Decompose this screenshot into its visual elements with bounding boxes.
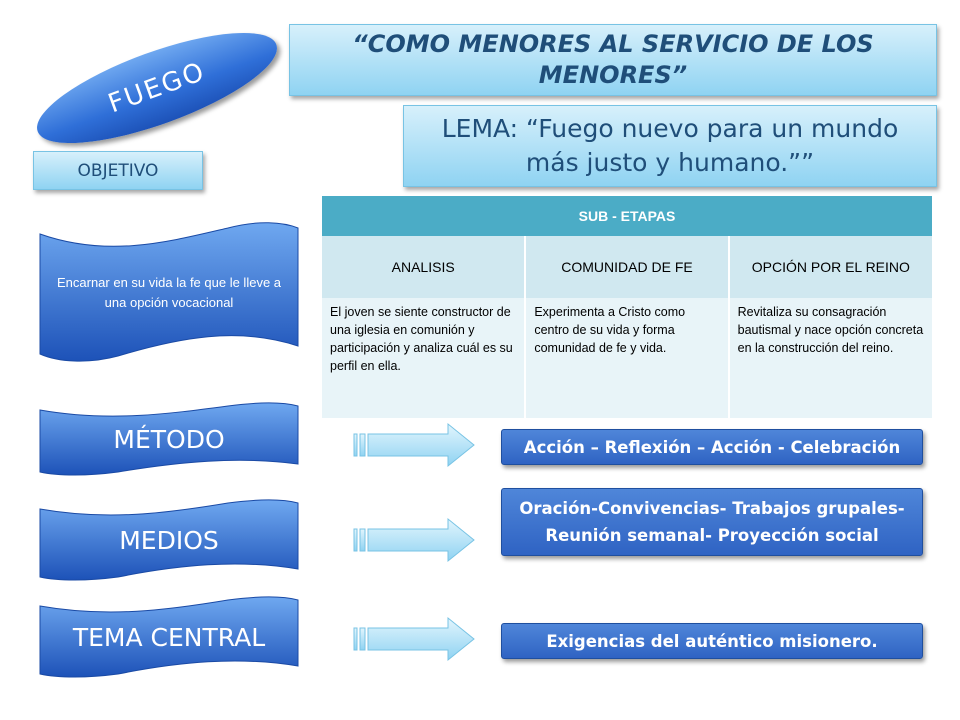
metodo-value-box xyxy=(501,429,923,465)
metodo-flag xyxy=(38,400,300,478)
medios-arrow-icon xyxy=(352,517,476,563)
fuego-label: FUEGO xyxy=(104,56,210,120)
objetivo-label: OBJETIVO xyxy=(77,160,159,181)
column-header-analisis: ANALISIS xyxy=(322,236,525,298)
medios-value-box xyxy=(501,488,923,556)
column-header-opcion: OPCIÓN POR EL REINO xyxy=(729,236,932,298)
tema-value-box xyxy=(501,623,923,659)
objetivo-label-box xyxy=(33,151,203,190)
table-cell-opcion: Revitaliza su consagración bautismal y nace opción concreta en la construcción del reino. xyxy=(729,298,932,418)
table-cell-comunidad: Experimenta a Cristo como centro de su vida y forma comunidad de fe y vida. xyxy=(525,298,728,418)
objetivo-flag xyxy=(38,218,300,368)
metodo-value: Acción – Reflexión – Acción - Celebración xyxy=(523,437,901,457)
column-header-comunidad: COMUNIDAD DE FE xyxy=(525,236,728,298)
metodo-label: MÉTODO xyxy=(113,424,225,454)
lema-text: LEMA: “Fuego nuevo para un mundo más justo y humano.”” xyxy=(441,114,899,177)
tema-flag xyxy=(38,594,300,680)
medios-flag xyxy=(38,497,300,583)
tema-arrow-icon xyxy=(352,616,476,662)
table-cell-analisis: El joven se siente constructor de una iglesia en comunión y participación y analiza cuál es su perfil en ella. xyxy=(322,298,525,418)
tema-value: Exigencias del auténtico misionero. xyxy=(546,631,878,651)
sub-etapas-table xyxy=(322,196,932,418)
metodo-arrow-icon xyxy=(352,422,476,468)
lema-box xyxy=(403,105,937,187)
fuego-badge xyxy=(25,11,288,166)
objetivo-text: Encarnar en su vida la fe que le lleve a una opción vocacional xyxy=(56,275,282,310)
medios-label: MEDIOS xyxy=(119,525,219,555)
table-header: SUB - ETAPAS xyxy=(322,196,932,236)
page-title: “COMO MENORES AL SERVICIO DE LOS MENORES” xyxy=(352,30,874,89)
tema-label: TEMA CENTRAL xyxy=(72,622,266,652)
medios-value: Oración-Convivencias- Trabajos grupales- Reunión semanal- Proyección social xyxy=(519,499,905,545)
title-box xyxy=(289,24,937,96)
